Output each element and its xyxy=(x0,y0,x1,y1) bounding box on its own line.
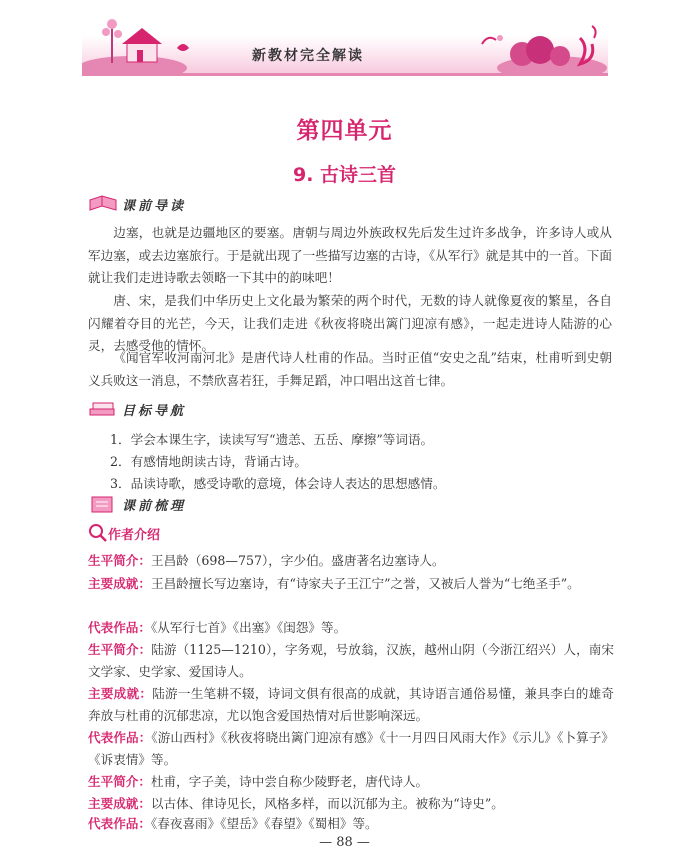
author-entry xyxy=(88,550,614,572)
notebook-icon xyxy=(88,494,118,514)
section-heading-label: 课前梳理 xyxy=(122,498,187,514)
lesson-title: 9. 古诗三首 xyxy=(292,164,397,186)
entry-key: 主要成就： xyxy=(88,576,151,591)
goal-item: 2．有感情地朗读古诗，背诵古诗。 xyxy=(110,454,307,469)
open-book-icon xyxy=(88,194,118,214)
section-heading-preread xyxy=(88,193,186,215)
author-entry xyxy=(88,813,614,835)
entry-text: 《春夜喜雨》《望岳》《春望》《蜀相》等。 xyxy=(150,816,378,831)
author-intro-heading xyxy=(88,523,160,543)
author-entry xyxy=(88,793,614,815)
section-heading-goals xyxy=(88,398,186,420)
author-entry xyxy=(88,573,614,595)
entry-text: 《游山西村》《秋夜将晓出篱门迎凉有感》《十一月四日风雨大作》《示儿》《卜算子》《诉衷情》等。 xyxy=(88,730,614,767)
entry-key: 代表作品： xyxy=(88,730,152,745)
section-heading-label: 目标导航 xyxy=(122,403,187,419)
author-entry xyxy=(88,617,614,639)
section-heading-review xyxy=(88,493,186,515)
author-entry xyxy=(88,771,614,793)
author-entry xyxy=(88,639,614,683)
books-icon xyxy=(88,399,118,419)
entry-key: 主要成就： xyxy=(88,796,151,811)
preread-paragraph-3: 《闻官军收河南河北》是唐代诗人杜甫的作品。当时正值“安史之乱”结束，杜甫听到史朝义兵败这一消息，不禁欣喜若狂，手舞足蹈，冲口唱出这首七律。 xyxy=(88,350,612,388)
author-entry xyxy=(88,683,614,727)
section-heading-label: 课前导读 xyxy=(122,198,187,214)
goal-item: 1．学会本课生字，读读写写“遗恙、五岳、摩擦”等词语。 xyxy=(110,432,434,447)
entry-key: 生平简介： xyxy=(88,553,151,568)
unit-title: 第四单元 xyxy=(296,117,393,144)
entry-key: 代表作品： xyxy=(88,620,151,635)
header-banner xyxy=(82,18,608,76)
magnifier-icon xyxy=(88,523,108,543)
entry-text: 王昌龄擅长写边塞诗，有“诗家夫子王江宁”之誉，又被后人誉为“七绝圣手”。 xyxy=(150,576,580,591)
preread-paragraph-2: 唐、宋，是我们中华历史上文化最为繁荣的两个时代，无数的诗人就像夏夜的繁星，各自闪耀着夺目的光芒，今天，让我们走进《秋夜将晓出篱门迎凉有感》，一起走进诗人陆游的心灵，去感受他的情怀。 xyxy=(88,293,612,353)
goal-item: 3．品读诗歌，感受诗歌的意境，体会诗人表达的思想感情。 xyxy=(110,476,446,491)
entry-key: 生平简介： xyxy=(88,774,151,789)
entry-text: 陆游一生笔耕不辍，诗词文俱有很高的成就，其诗语言通俗易懂，兼具李白的雄奇奔放与杜甫的沉郁悲凉，尤以饱含爱国热情对后世影响深远。 xyxy=(88,686,615,723)
preread-paragraph-1: 边塞，也就是边疆地区的要塞。唐朝与周边外族政权先后发生过许多战争，许多诗人或从军边塞，或去边塞旅行。于是就出现了一些描写边塞的古诗，《从军行》就是其中的一首。下面就让我们走进诗歌去领略一下其中的韵味吧！ xyxy=(88,225,612,285)
entry-key: 生平简介： xyxy=(88,642,152,657)
entry-text: 王昌龄（698—757），字少伯。盛唐著名边塞诗人。 xyxy=(150,553,445,568)
entry-key: 代表作品： xyxy=(88,816,151,831)
entry-text: 杜甫，字子美，诗中尝自称少陵野老，唐代诗人。 xyxy=(150,774,429,789)
entry-text: 以古体、律诗见长，风格多样，而以沉郁为主。被称为“诗史”。 xyxy=(150,796,504,811)
entry-text: 陆游（1125—1210），字务观，号放翁，汉族，越州山阴（今浙江绍兴）人，南宋文学家、史学家、爱国诗人。 xyxy=(88,642,614,679)
author-entry xyxy=(88,727,614,771)
entry-key: 主要成就： xyxy=(88,686,153,701)
entry-text: 《从军行七首》《出塞》《闺怨》等。 xyxy=(150,620,347,635)
book-title: 新教材完全解读 xyxy=(252,48,364,64)
author-intro-label: 作者介绍 xyxy=(108,527,161,543)
page-number: — 88 — xyxy=(319,835,370,850)
